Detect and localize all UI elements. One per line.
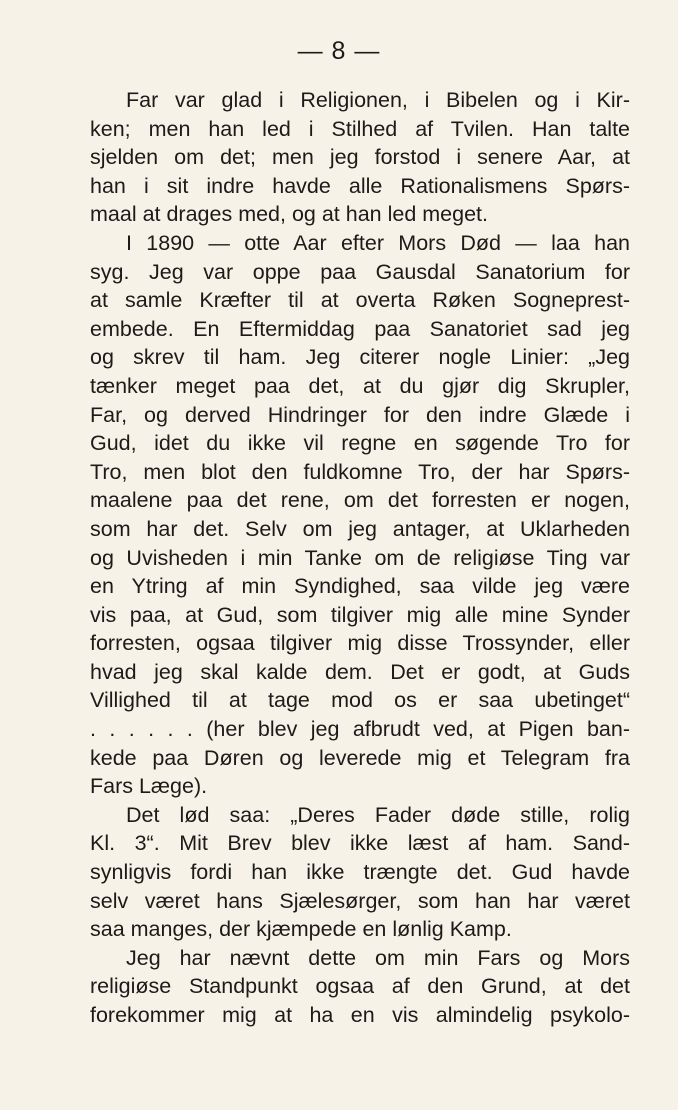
text-line: . . . . . . (her blev jeg afbrudt ved, at Pigen ban- (90, 717, 630, 742)
text-line: og Uvisheden i min Tanke om de religiøse Ting var (90, 545, 630, 570)
text-line: religiøse Standpunkt ogsaa af den Grund, at det (90, 974, 630, 999)
text-line: Det lød saa: „Deres Fader døde stille, rolig (126, 802, 630, 827)
text-line: Tro, men blot den fuldkomne Tro, der har Spørs- (90, 459, 630, 484)
text-line: en Ytring af min Syndighed, saa vilde jeg være (90, 574, 630, 599)
page-number: — 8 — (297, 37, 381, 65)
text-line: Far var glad i Religionen, i Bibelen og i Kir- (126, 88, 630, 112)
text-line: kede paa Døren og leverede mig et Telegram fra (90, 745, 630, 770)
text-line: Villighed til at tage mod os er saa ubetinget“ (90, 688, 630, 713)
text-line: synligvis fordi han ikke trængte det. Gud havde (90, 860, 630, 885)
text-line: vis paa, at Gud, som tilgiver mig alle mine Synder (90, 602, 630, 627)
text-line: og skrev til ham. Jeg citerer nogle Linier: „Jeg (90, 345, 630, 370)
text-line: hvad jeg skal kalde dem. Det er godt, at Guds (90, 659, 630, 684)
text-line: Far, og derved Hindringer for den indre Glæde i (90, 402, 630, 427)
text-line: Kl. 3“. Mit Brev blev ikke læst af ham. Sand- (90, 831, 630, 856)
text-line: Jeg har nævnt dette om min Fars og Mors (126, 945, 630, 970)
text-line: I 1890 — otte Aar efter Mors Død — laa han (126, 230, 630, 255)
text-line: forekommer mig at ha en vis almindelig psykolo- (90, 1003, 630, 1027)
body-text (90, 86, 630, 1030)
text-line: han i sit indre havde alle Rationalismens Spørs- (90, 173, 630, 198)
text-line: maalene paa det rene, om det forresten er nogen, (90, 488, 630, 513)
text-line: Fars Læge). (90, 774, 208, 799)
text-line: syg. Jeg var oppe paa Gausdal Sanatorium for (90, 259, 630, 284)
text-line: som har det. Selv om jeg antager, at Uklarheden (90, 516, 630, 541)
text-line: sjelden om det; men jeg forstod i senere Aar, at (90, 145, 630, 170)
text-line: maal at drages med, og at han led meget. (90, 202, 488, 227)
text-line: at samle Kræfter til at overta Røken Sogneprest- (90, 288, 630, 313)
text-line: Gud, idet du ikke vil regne en søgende Tro for (90, 431, 630, 456)
text-line: forresten, ogsaa tilgiver mig disse Trossynder, eller (90, 631, 630, 656)
text-line: embede. En Eftermiddag paa Sanatoriet sad jeg (90, 316, 630, 341)
text-line: selv været hans Sjælesørger, som han har været (90, 888, 630, 913)
text-line: tænker meget paa det, at du gjør dig Skrupler, (90, 373, 630, 398)
text-line: ken; men han led i Stilhed af Tvilen. Han talte (90, 116, 630, 141)
text-line: saa manges, der kjæmpede en lønlig Kamp. (90, 917, 512, 942)
